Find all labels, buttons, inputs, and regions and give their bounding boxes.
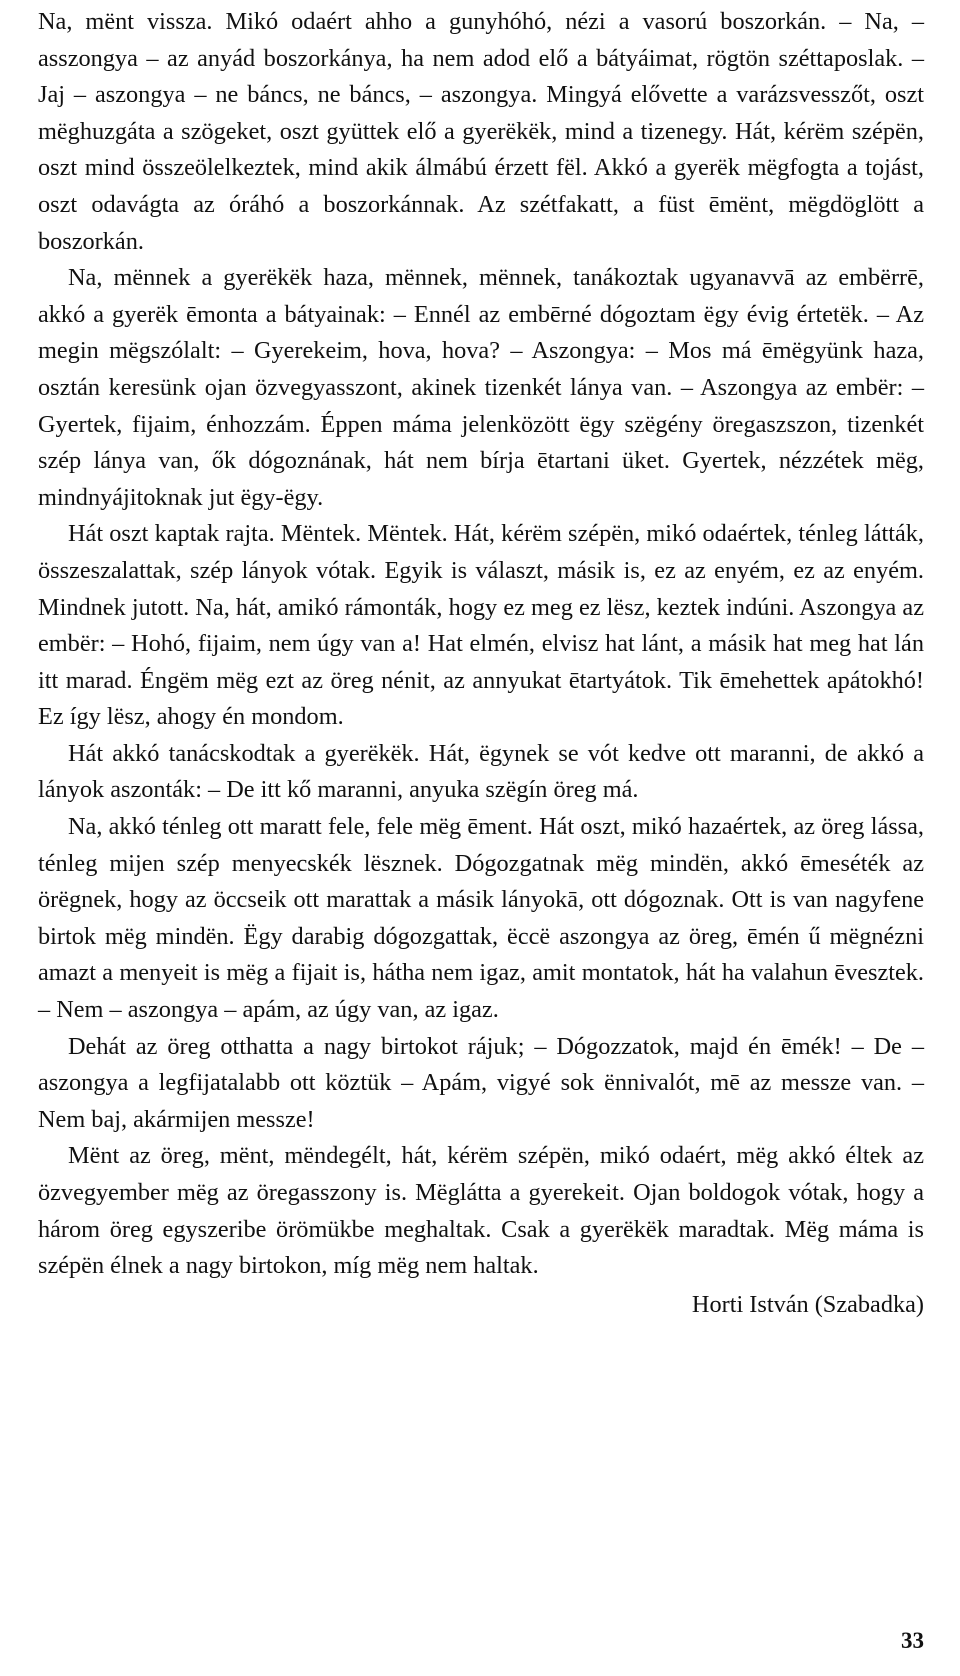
paragraph-4: Hát akkó tanácskodtak a gyerëkëk. Hát, ëgynek se vót kedve ott maranni, de akkó a lányok aszonták: – De itt kő maranni, anyuka szëgín öreg má. xyxy=(38,739,924,804)
paragraph-6: Dehát az öreg otthatta a nagy birtokot rájuk; – Dógozzatok, majd én ēmék! – De – aszongya a legfijatalabb ott köztük – Apám, vigyé sok ënnivalót, mē az messze van. – Nem baj, akármijen messze! xyxy=(38,1032,924,1133)
author-signature: Horti István (Szabadka) xyxy=(691,1290,924,1318)
page-number: 33 xyxy=(901,1628,924,1653)
paragraph-1: Na, mënt vissza. Mikó odaért ahho a gunyhóhó, nézi a vasorú boszorkán. – Na, – asszongya – az anyád boszorkánya, ha nem adod elő a bátyáimat, rögtön széttaposlak. – Jaj – aszongya – ne báncs, ne báncs, – aszongya. Mingyá elővette a varázsvesszőt, oszt mëghuzgáta a szögeket, oszt gyüttek elő a gyerëkëk, mind a tizenegy. Hát, kérëm szépën, oszt mind összeölelkeztek, mind akik álmábú érzett fël. Akkó a gyerëk mëgfogta a tojást, oszt odavágta az óráhó a boszorkánnak. Az szétfakatt, a füst ēmënt, mëgdöglött a boszorkán. xyxy=(38,8,924,255)
paragraph-5: Na, akkó ténleg ott maratt fele, fele mëg ēment. Hát oszt, mikó hazaértek, az öreg lássa, ténleg mijen szép menyecskék lësznek. Dógozgatnak mëg mindën, akkó ēmeséték az örëgnek, hogy az öccseik ott marattak a másik lányokā, ott dógoznak. Ott is van nagyfene birtok mëg mindën. Ëgy darabig dógozgattak, ëccë aszongya az öreg, ēmén ű mëgnézni amazt a menyeit is mëg a fijait is, hátha nem igaz, amit montatok, hát ha valahun ēvesztek. – Nem – aszongya – apám, az úgy van, az igaz. xyxy=(38,813,924,1024)
page-body xyxy=(38,4,924,1323)
paragraph-7: Mënt az öreg, mënt, mëndegélt, hát, kérëm szépën, mikó odaért, mëg akkó éltek az özvegyember mëg az öregasszony is. Mëglátta a gyerekeit. Ojan boldogok vótak, hogy a három öreg egyszeribe örömükbe meghaltak. Csak a gyerëkëk maradtak. Mëg máma is szépën élnek a nagy birtokon, míg mëg nem haltak. xyxy=(38,1142,924,1280)
paragraph-3: Hát oszt kaptak rajta. Mëntek. Mëntek. Hát, kérëm szépën, mikó odaértek, ténleg látták, összeszalattak, szép lányok vótak. Egyik is választ, másik is, ez az enyém, ez az enyém. Mindnek jutott. Na, hát, amikó rámonták, hogy ez meg ez lësz, keztek indúni. Aszongya az embër: – Hohó, fijaim, nem úgy van a! Hat elmén, elvisz hat lánt, a másik hat meg hat lán itt marad. Éngëm mëg ezt az öreg nénit, az annyukat ētartyátok. Tik ēmehettek apátokhó! Ez így lësz, ahogy én mondom. xyxy=(38,520,924,731)
paragraph-2: Na, mënnek a gyerëkëk haza, mënnek, mënnek, tanákoztak ugyanavvā az embërrē, akkó a gyerëk ēmonta a bátyainak: – Ennél az embērné dógoztam ëgy évig értetëk. – Az megin mëgszólalt: – Gyerekeim, hova, hova? – Aszongya: – Mos má ēmëgyünk haza, osztán keresünk ojan özvegyasszont, akinek tizenkét lánya van. – Aszongya az embër: – Gyertek, fijaim, énhozzám. Éppen máma jelenközött ëgy szëgény öregaszszon, tizenkét szép lánya van, ők dógoznának, hát nem bírja ētartani üket. Gyertek, nézzétek mëg, mindnyájitoknak jut ëgy-ëgy. xyxy=(38,264,924,511)
